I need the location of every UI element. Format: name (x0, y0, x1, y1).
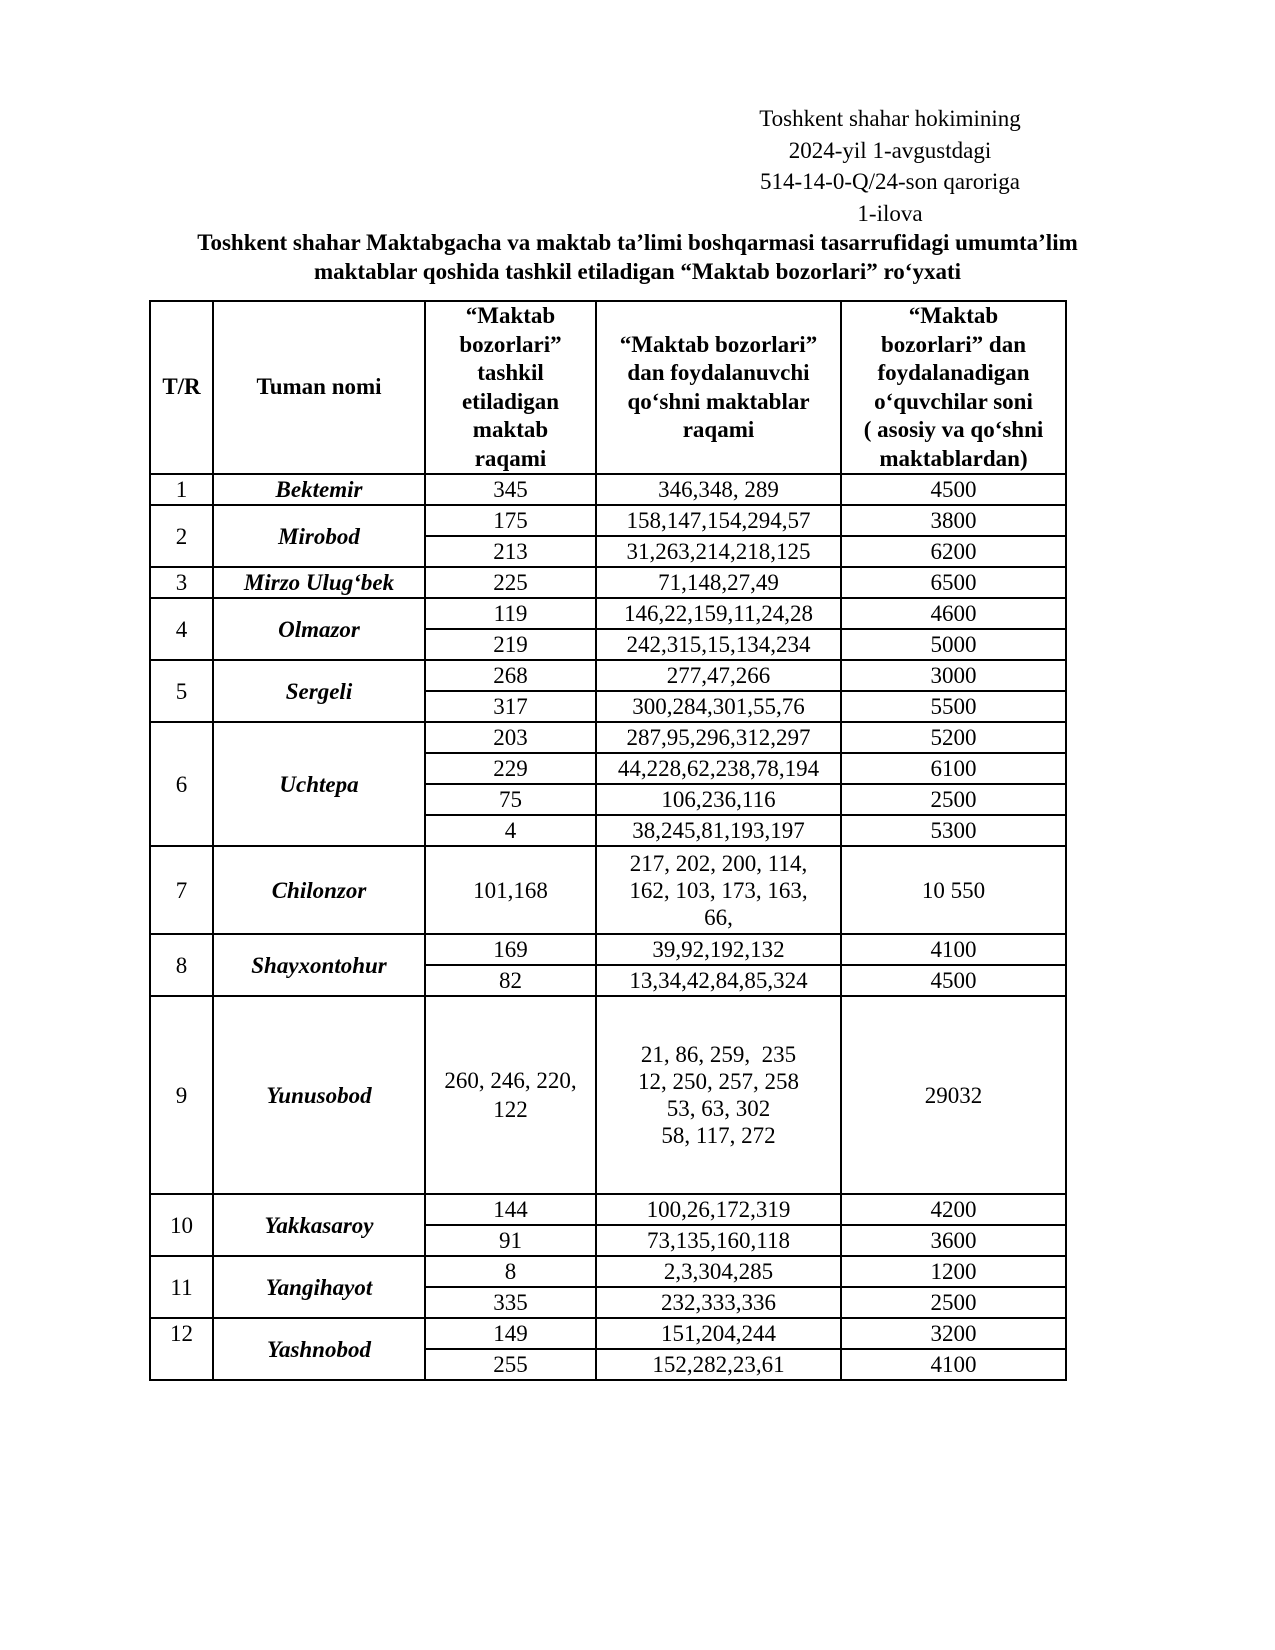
neighbor-schools (596, 996, 841, 1194)
neighbor-line: 2,3,304,285 (663, 1259, 774, 1284)
neighbor-line: 300,284,301,55,76 (632, 694, 805, 719)
neighbor-schools (596, 567, 841, 598)
school-number: 203 (425, 722, 596, 753)
student-count: 4100 (841, 934, 1066, 965)
neighbor-schools (596, 1225, 841, 1256)
school-number: 213 (425, 536, 596, 567)
document-title (130, 228, 1145, 286)
neighbor-line: 146,22,159,11,24,28 (624, 601, 813, 626)
neighbor-line: 44,228,62,238,78,194 (617, 756, 820, 781)
district-name: Bektemir (213, 474, 425, 505)
student-count: 10 550 (841, 846, 1066, 934)
student-count: 5300 (841, 815, 1066, 846)
student-count: 4200 (841, 1194, 1066, 1225)
table-row (150, 722, 1066, 753)
district-name: Chilonzor (213, 846, 425, 934)
school-markets-table (149, 300, 1067, 1381)
neighbor-line: 242,315,15,134,234 (626, 632, 811, 657)
neighbor-line: 38,245,81,193,197 (632, 818, 805, 843)
neighbor-line: 100,26,172,319 (646, 1197, 791, 1222)
neighbor-line: 53, 63, 302 (666, 1096, 771, 1121)
student-count: 6500 (841, 567, 1066, 598)
neighbor-line: 21, 86, 259, 235 (640, 1042, 797, 1067)
district-name: Shayxontohur (213, 934, 425, 996)
neighbor-line: 66, (704, 904, 733, 930)
neighbor-schools (596, 784, 841, 815)
district-name: Uchtepa (213, 722, 425, 846)
school-number: 219 (425, 629, 596, 660)
school-number: 169 (425, 934, 596, 965)
school-number: 149 (425, 1318, 596, 1349)
school-number: 144 (425, 1194, 596, 1225)
student-count: 4100 (841, 1349, 1066, 1380)
title-line: Toshkent shahar Maktabgacha va maktab ta’limi boshqarmasi tasarrufidagi umumta’lim (197, 230, 1078, 255)
neighbor-schools (596, 934, 841, 965)
school-number: 4 (425, 815, 596, 846)
header-line: Toshkent shahar hokimining (759, 106, 1021, 131)
neighbor-schools (596, 1256, 841, 1287)
school-number: 317 (425, 691, 596, 722)
row-number: 2 (150, 505, 213, 567)
neighbor-line: 346,348, 289 (658, 477, 779, 502)
neighbor-schools (596, 846, 841, 934)
neighbor-schools (596, 722, 841, 753)
student-count: 3000 (841, 660, 1066, 691)
neighbor-line: 31,263,214,218,125 (626, 539, 811, 564)
school-number: 335 (425, 1287, 596, 1318)
table-row (150, 1194, 1066, 1225)
district-name: Yakkasaroy (213, 1194, 425, 1256)
neighbor-schools (596, 1287, 841, 1318)
student-count: 2500 (841, 784, 1066, 815)
row-number: 9 (150, 996, 213, 1194)
neighbor-line: 71,148,27,49 (658, 570, 779, 595)
table-row (150, 598, 1066, 629)
table-row (150, 474, 1066, 505)
row-number: 6 (150, 722, 213, 846)
district-name: Sergeli (213, 660, 425, 722)
district-name: Yunusobod (213, 996, 425, 1194)
student-count: 5500 (841, 691, 1066, 722)
student-count: 5200 (841, 722, 1066, 753)
student-count: 4500 (841, 965, 1066, 996)
neighbor-line: 13,34,42,84,85,324 (629, 968, 808, 993)
school-number: 225 (425, 567, 596, 598)
table-row (150, 505, 1066, 536)
row-number: 11 (150, 1256, 213, 1318)
table-row (150, 660, 1066, 691)
row-number: 3 (150, 567, 213, 598)
neighbor-schools (596, 815, 841, 846)
neighbor-schools (596, 753, 841, 784)
neighbor-line: 73,135,160,118 (647, 1228, 790, 1253)
table-body (150, 474, 1066, 1380)
neighbor-line: 158,147,154,294,57 (626, 508, 811, 533)
header-district: Tuman nomi (213, 301, 425, 474)
student-count: 4600 (841, 598, 1066, 629)
student-count: 3200 (841, 1318, 1066, 1349)
school-number: 101,168 (425, 846, 596, 934)
student-count: 5000 (841, 629, 1066, 660)
neighbor-line: 106,236,116 (661, 787, 776, 812)
student-count: 29032 (841, 996, 1066, 1194)
school-number: 345 (425, 474, 596, 505)
district-name: Mirzo Ulug‘bek (213, 567, 425, 598)
school-number: 268 (425, 660, 596, 691)
table-row (150, 846, 1066, 934)
neighbor-line: 232,333,336 (661, 1290, 776, 1315)
district-name: Olmazor (213, 598, 425, 660)
title-line: maktablar qoshida tashkil etiladigan “Maktab bozorlari” ro‘yxati (313, 259, 962, 284)
header-line: 514-14-0-Q/24-son qaroriga (760, 169, 1020, 194)
student-count: 6200 (841, 536, 1066, 567)
row-number: 7 (150, 846, 213, 934)
neighbor-schools (596, 660, 841, 691)
row-number: 4 (150, 598, 213, 660)
school-number: 229 (425, 753, 596, 784)
neighbor-line: 58, 117, 272 (661, 1123, 776, 1148)
header-school: “Maktab bozorlari” tashkil etiladigan maktab raqami (425, 301, 596, 474)
school-number: 91 (425, 1225, 596, 1256)
table-row (150, 1256, 1066, 1287)
table-row (150, 934, 1066, 965)
student-count: 4500 (841, 474, 1066, 505)
school-number: 260, 246, 220, 122 (425, 996, 596, 1194)
annex-header (700, 103, 1080, 229)
neighbor-schools (596, 505, 841, 536)
school-number: 75 (425, 784, 596, 815)
school-number: 255 (425, 1349, 596, 1380)
school-number: 175 (425, 505, 596, 536)
school-number: 8 (425, 1256, 596, 1287)
neighbor-schools (596, 598, 841, 629)
neighbor-schools (596, 474, 841, 505)
neighbor-schools (596, 536, 841, 567)
row-number: 5 (150, 660, 213, 722)
student-count: 1200 (841, 1256, 1066, 1287)
neighbor-schools (596, 1349, 841, 1380)
district-name: Mirobod (213, 505, 425, 567)
neighbor-schools (596, 1194, 841, 1225)
neighbor-schools (596, 629, 841, 660)
header-neighbors: “Maktab bozorlari” dan foydalanuvchi qo‘shni maktablar raqami (596, 301, 841, 474)
header-students: “Maktab bozorlari” dan foydalanadigan o‘quvchilar soni ( asosiy va qo‘shni maktablardan) (841, 301, 1066, 474)
neighbor-line: 12, 250, 257, 258 (638, 1069, 799, 1094)
district-name: Yashnobod (213, 1318, 425, 1380)
school-number: 82 (425, 965, 596, 996)
student-count: 3800 (841, 505, 1066, 536)
neighbor-schools (596, 691, 841, 722)
header-line: 2024-yil 1-avgustdagi (788, 137, 992, 163)
neighbor-line: 277,47,266 (666, 663, 771, 688)
neighbor-line: 162, 103, 173, 163, (629, 877, 808, 903)
neighbor-line: 287,95,296,312,297 (626, 725, 811, 750)
student-count: 3600 (841, 1225, 1066, 1256)
row-number: 10 (150, 1194, 213, 1256)
district-name: Yangihayot (213, 1256, 425, 1318)
row-number: 8 (150, 934, 213, 996)
neighbor-line: 217, 202, 200, 114, (629, 850, 808, 876)
student-count: 6100 (841, 753, 1066, 784)
neighbor-line: 152,282,23,61 (652, 1352, 785, 1377)
table-header-row (150, 301, 1066, 474)
table-row (150, 567, 1066, 598)
table-row (150, 1318, 1066, 1349)
neighbor-line: 151,204,244 (661, 1321, 776, 1346)
neighbor-schools (596, 965, 841, 996)
neighbor-line: 39,92,192,132 (652, 937, 785, 962)
table-row (150, 996, 1066, 1194)
neighbor-schools (596, 1318, 841, 1349)
header-tr: T/R (150, 301, 213, 474)
row-number: 12 (150, 1318, 213, 1380)
header-line: 1-ilova (857, 200, 923, 226)
row-number: 1 (150, 474, 213, 505)
student-count: 2500 (841, 1287, 1066, 1318)
school-number: 119 (425, 598, 596, 629)
